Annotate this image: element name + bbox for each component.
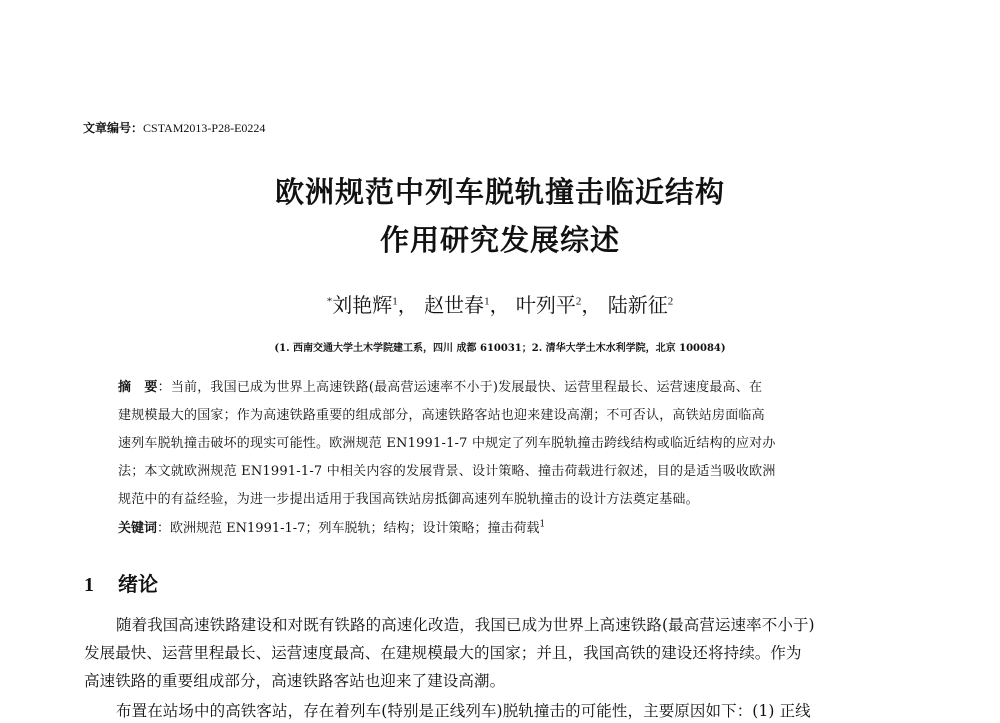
keywords-text: 欧洲规范 EN1991-1-7；列车脱轨；结构；设计策略；撞击荷载	[170, 521, 540, 536]
keywords: 关键词：欧洲规范 EN1991-1-7；列车脱轨；结构；设计策略；撞击荷载$^1$	[118, 519, 546, 536]
article-id-label: 文章编号：	[83, 121, 144, 135]
abstract-label: 摘 要	[118, 380, 158, 395]
abstract-line: 速列车脱轨撞击破坏的现实可能性。欧洲规范 EN1991-1-7 中规定了列车脱轨撞击跨线结构或临近结构的应对办	[118, 436, 776, 451]
abstract-line: 摘 要：当前，我国已成为世界上高速铁路(最高营运速率不小于)发展最快、运营里程最长、运营速度最高、在	[118, 380, 763, 395]
section-number: 1	[84, 574, 94, 596]
author-list	[0, 289, 1000, 318]
affiliation: (1. 西南交通大学土木学院建工系，四川 成都 610031；2. 清华大学土木水利学院，北京 100084)	[274, 343, 726, 354]
body-line: 高速铁路的重要组成部分，高速铁路客站也迎来了建设高潮。	[84, 672, 506, 690]
article-id-value: CSTAM2013-P28-E0224	[143, 121, 266, 135]
abstract-line: 规范中的有益经验，为进一步提出适用于我国高铁站房抵御高速列车脱轨撞击的设计方法奠定基础。	[118, 492, 699, 507]
section-heading	[84, 568, 158, 597]
title-line-1: 欧洲规范中列车脱轨撞击临近结构	[274, 175, 725, 209]
body-line: 发展最快、运营里程最长、运营速度最高、在建规模最大的国家；并且，我国高铁的建设还将持续。作为	[84, 644, 802, 662]
article-id	[83, 119, 265, 136]
section-title: 绪论	[118, 572, 158, 596]
abstract-line: 建规模最大的国家；作为高速铁路重要的组成部分，高速铁路客站也迎来建设高潮；不可否认，高铁站房面临高	[118, 408, 765, 423]
author: 叶列平$^2$，	[515, 293, 602, 317]
title-line-2: 作用研究发展综述	[379, 223, 620, 257]
body-line: 布置在站场中的高铁客站，存在着列车(特别是正线列车)脱轨撞击的可能性，主要原因如下：(1) 正线	[116, 702, 811, 720]
author: 陆新征$^2$	[607, 293, 674, 317]
author: *刘艳辉$^1$，	[326, 293, 418, 317]
abstract-line: 法；本文就欧洲规范 EN1991-1-7 中相关内容的发展背景、设计策略、撞击荷载进行叙述，目的是适当吸收欧洲	[118, 464, 776, 479]
body-line: 随着我国高速铁路建设和对既有铁路的高速化改造，我国已成为世界上高速铁路(最高营运速率不小于)	[116, 616, 815, 634]
keywords-label: 关键词	[118, 521, 158, 536]
author: 赵世春$^1$，	[424, 293, 510, 317]
